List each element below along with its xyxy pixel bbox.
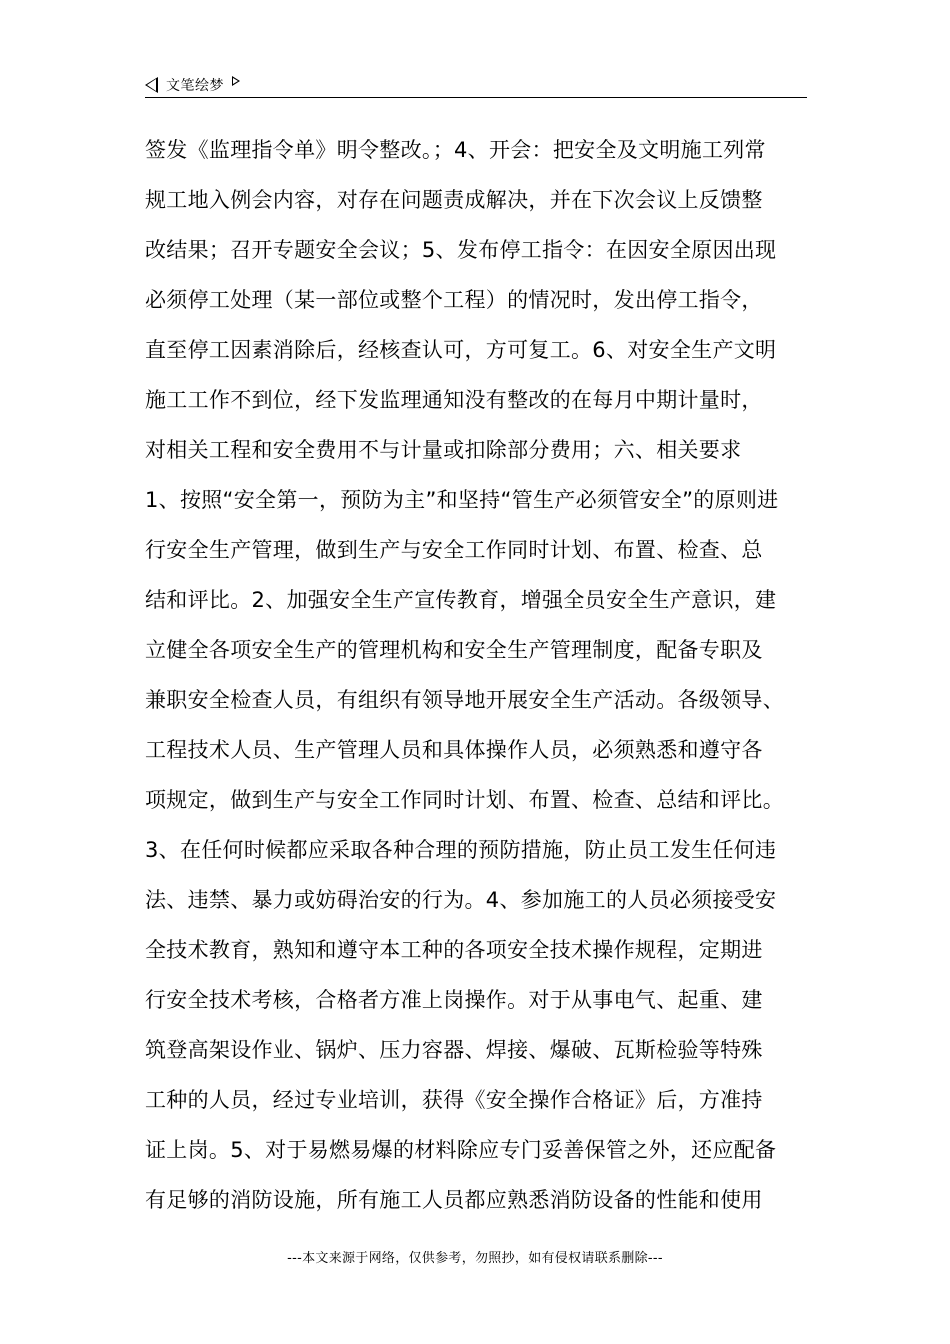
body-line: 有足够的消防设施，所有施工人员都应熟悉消防设备的性能和使用 bbox=[145, 1188, 763, 1212]
header-divider bbox=[145, 97, 807, 98]
body-line: 行安全生产管理，做到生产与安全工作同时计划、布置、检查、总 bbox=[145, 538, 763, 562]
header-title: 文笔绘梦 bbox=[166, 78, 224, 94]
body-line: 项规定，做到生产与安全工作同时计划、布置、检查、总结和评比。 bbox=[145, 788, 784, 812]
body-line: 结和评比。2、加强安全生产宣传教育，增强全员安全生产意识，建 bbox=[145, 588, 777, 612]
body-line: 改结果；召开专题安全会议；5、发布停工指令：在因安全原因出现 bbox=[145, 238, 777, 262]
body-line: 签发《监理指令单》明令整改。；4、开会：把安全及文明施工列常 bbox=[145, 138, 766, 162]
body-line: 全技术教育，熟知和遵守本工种的各项安全技术操作规程，定期进 bbox=[145, 938, 763, 962]
body-line: 直至停工因素消除后，经核查认可，方可复工。6、对安全生产文明 bbox=[145, 338, 777, 362]
body-line: 立健全各项安全生产的管理机构和安全生产管理制度，配备专职及 bbox=[145, 638, 763, 662]
body-line: 施工工作不到位，经下发监理通知没有整改的在每月中期计量时， bbox=[145, 388, 763, 412]
body-line: 工程技术人员、生产管理人员和具体操作人员，必须熟悉和遵守各 bbox=[145, 738, 763, 762]
body-line: 规工地入例会内容，对存在问题责成解决，并在下次会议上反馈整 bbox=[145, 188, 763, 212]
body-line: 工种的人员，经过专业培训，获得《安全操作合格证》后，方准持 bbox=[145, 1088, 763, 1112]
body-line: 3、在任何时候都应采取各种合理的预防措施，防止员工发生任何违 bbox=[145, 838, 777, 862]
body-line: 筑登高架设作业、锅炉、压力容器、焊接、爆破、瓦斯检验等特殊 bbox=[145, 1038, 763, 1062]
triangle-right-icon bbox=[232, 76, 240, 86]
body-line: 法、违禁、暴力或妨碍治安的行为。4、参加施工的人员必须接受安 bbox=[145, 888, 777, 912]
body-line: 兼职安全检查人员，有组织有领导地开展安全生产活动。各级领导、 bbox=[145, 688, 784, 712]
body-line: 1、按照“安全第一，预防为主”和坚持“管生产必须管安全”的原则进 bbox=[145, 488, 779, 512]
page-header bbox=[145, 72, 807, 98]
page-footer: ---本文来源于网络，仅供参考，勿照抄，如有侵权请联系删除--- bbox=[287, 1251, 663, 1266]
body-line: 对相关工程和安全费用不与计量或扣除部分费用；六、相关要求 bbox=[145, 438, 742, 462]
body-line: 证上岗。5、对于易燃易爆的材料除应专门妥善保管之外，还应配备 bbox=[145, 1138, 777, 1162]
body-line: 必须停工处理（某一部位或整个工程）的情况时，发出停工指令， bbox=[145, 288, 763, 312]
document-body bbox=[145, 125, 825, 1225]
body-line: 行安全技术考核，合格者方准上岗操作。对于从事电气、起重、建 bbox=[145, 988, 763, 1012]
triangle-left-icon bbox=[145, 77, 158, 93]
